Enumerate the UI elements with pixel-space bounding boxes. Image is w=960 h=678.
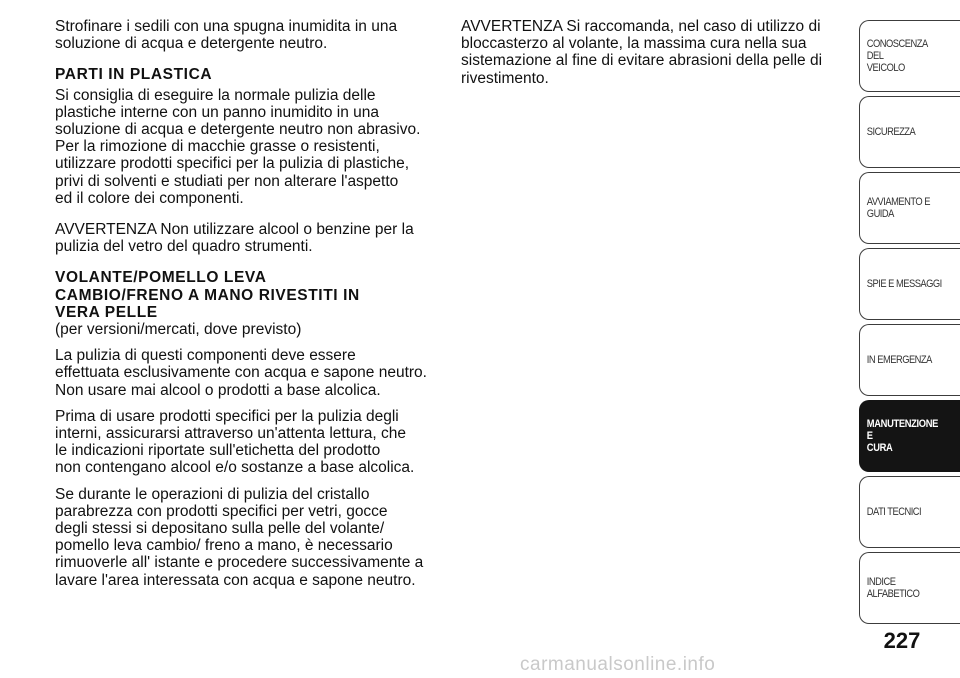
left-column [55,18,440,598]
tab-label: SICUREZZA [866,126,916,138]
tab-label: INDICE ALFABETICO [866,576,920,600]
chapter-tabs [859,20,960,628]
leather-paragraph-3: Se durante le operazioni di pulizia del cristallo parabrezza con prodotti specifici per vetri, gocce degli stessi si depositano sulla pelle del volante/ pomello leva cambio/ freno a mano, è necessario rimuoverle all' istante e procedere successivamente a lavare l'area interessata con acqua e sapone neutro. [55,485,424,589]
plastics-warning: AVVERTENZA Non utilizzare alcool o benzine per la pulizia del vetro del quadro strumenti. [55,221,414,256]
tab-label: SPIE E MESSAGGI [866,278,942,290]
tab-avviamento-e-guida[interactable] [859,172,960,244]
tab-manutenzione-e-cura[interactable] [859,400,960,472]
tab-label: MANUTENZIONE E CURA [866,418,939,454]
page-number: 227 [883,628,921,653]
tab-conoscenza-del-veicolo[interactable] [859,20,960,92]
intro-paragraph: Strofinare i sedili con una spugna inumidita in una soluzione di acqua e detergente neutro. [55,18,398,53]
tab-sicurezza[interactable] [859,96,960,168]
tab-indice-alfabetico[interactable] [859,552,960,624]
leather-paragraph-1: La pulizia di questi componenti deve essere effettuata esclusivamente con acqua e sapone neutro. Non usare mai alcool o prodotti a base alcolica. [55,347,427,399]
leather-subtitle: (per versioni/mercati, dove previsto) [55,321,302,339]
plastics-paragraph: Si consiglia di eseguire la normale pulizia delle plastiche interne con un panno inumidito in una soluzione di acqua e detergente neutro non abrasivo. Per la rimozione di macchie grasse o resistenti, utilizzare prodotti specifici per la pulizia di plastiche, privi di solventi e studiati per non alterare l'aspetto ed il colore dei componenti. [55,86,421,207]
right-column [461,18,841,96]
tab-label: CONOSCENZA DEL VEICOLO [866,38,928,74]
tab-dati-tecnici[interactable] [859,476,960,548]
tab-label: DATI TECNICI [866,506,922,518]
tab-label: AVVIAMENTO E GUIDA [866,196,930,220]
tab-label: IN EMERGENZA [866,354,932,366]
tab-spie-e-messaggi[interactable] [859,248,960,320]
leather-paragraph-2: Prima di usare prodotti specifici per la pulizia degli interni, assicurarsi attraverso un'attenta lettura, che le indicazioni riportate sull'etichetta del prodotto non contengano alcool e/o sostanze a base alcolica. [55,407,415,477]
watermark: carmanualsonline.info [520,654,716,675]
tab-in-emergenza[interactable] [859,324,960,396]
section-title-leather: VOLANTE/POMELLO LEVA CAMBIO/FRENO A MANO RIVESTITI IN VERA PELLE [55,269,360,321]
steering-lock-warning: AVVERTENZA Si raccomanda, nel caso di utilizzo di bloccasterzo al volante, la massima cura nella sua sistemazione al fine di evitare abrasioni della pelle di rivestimento. [461,18,823,87]
section-title-plastics: PARTI IN PLASTICA [55,66,213,84]
